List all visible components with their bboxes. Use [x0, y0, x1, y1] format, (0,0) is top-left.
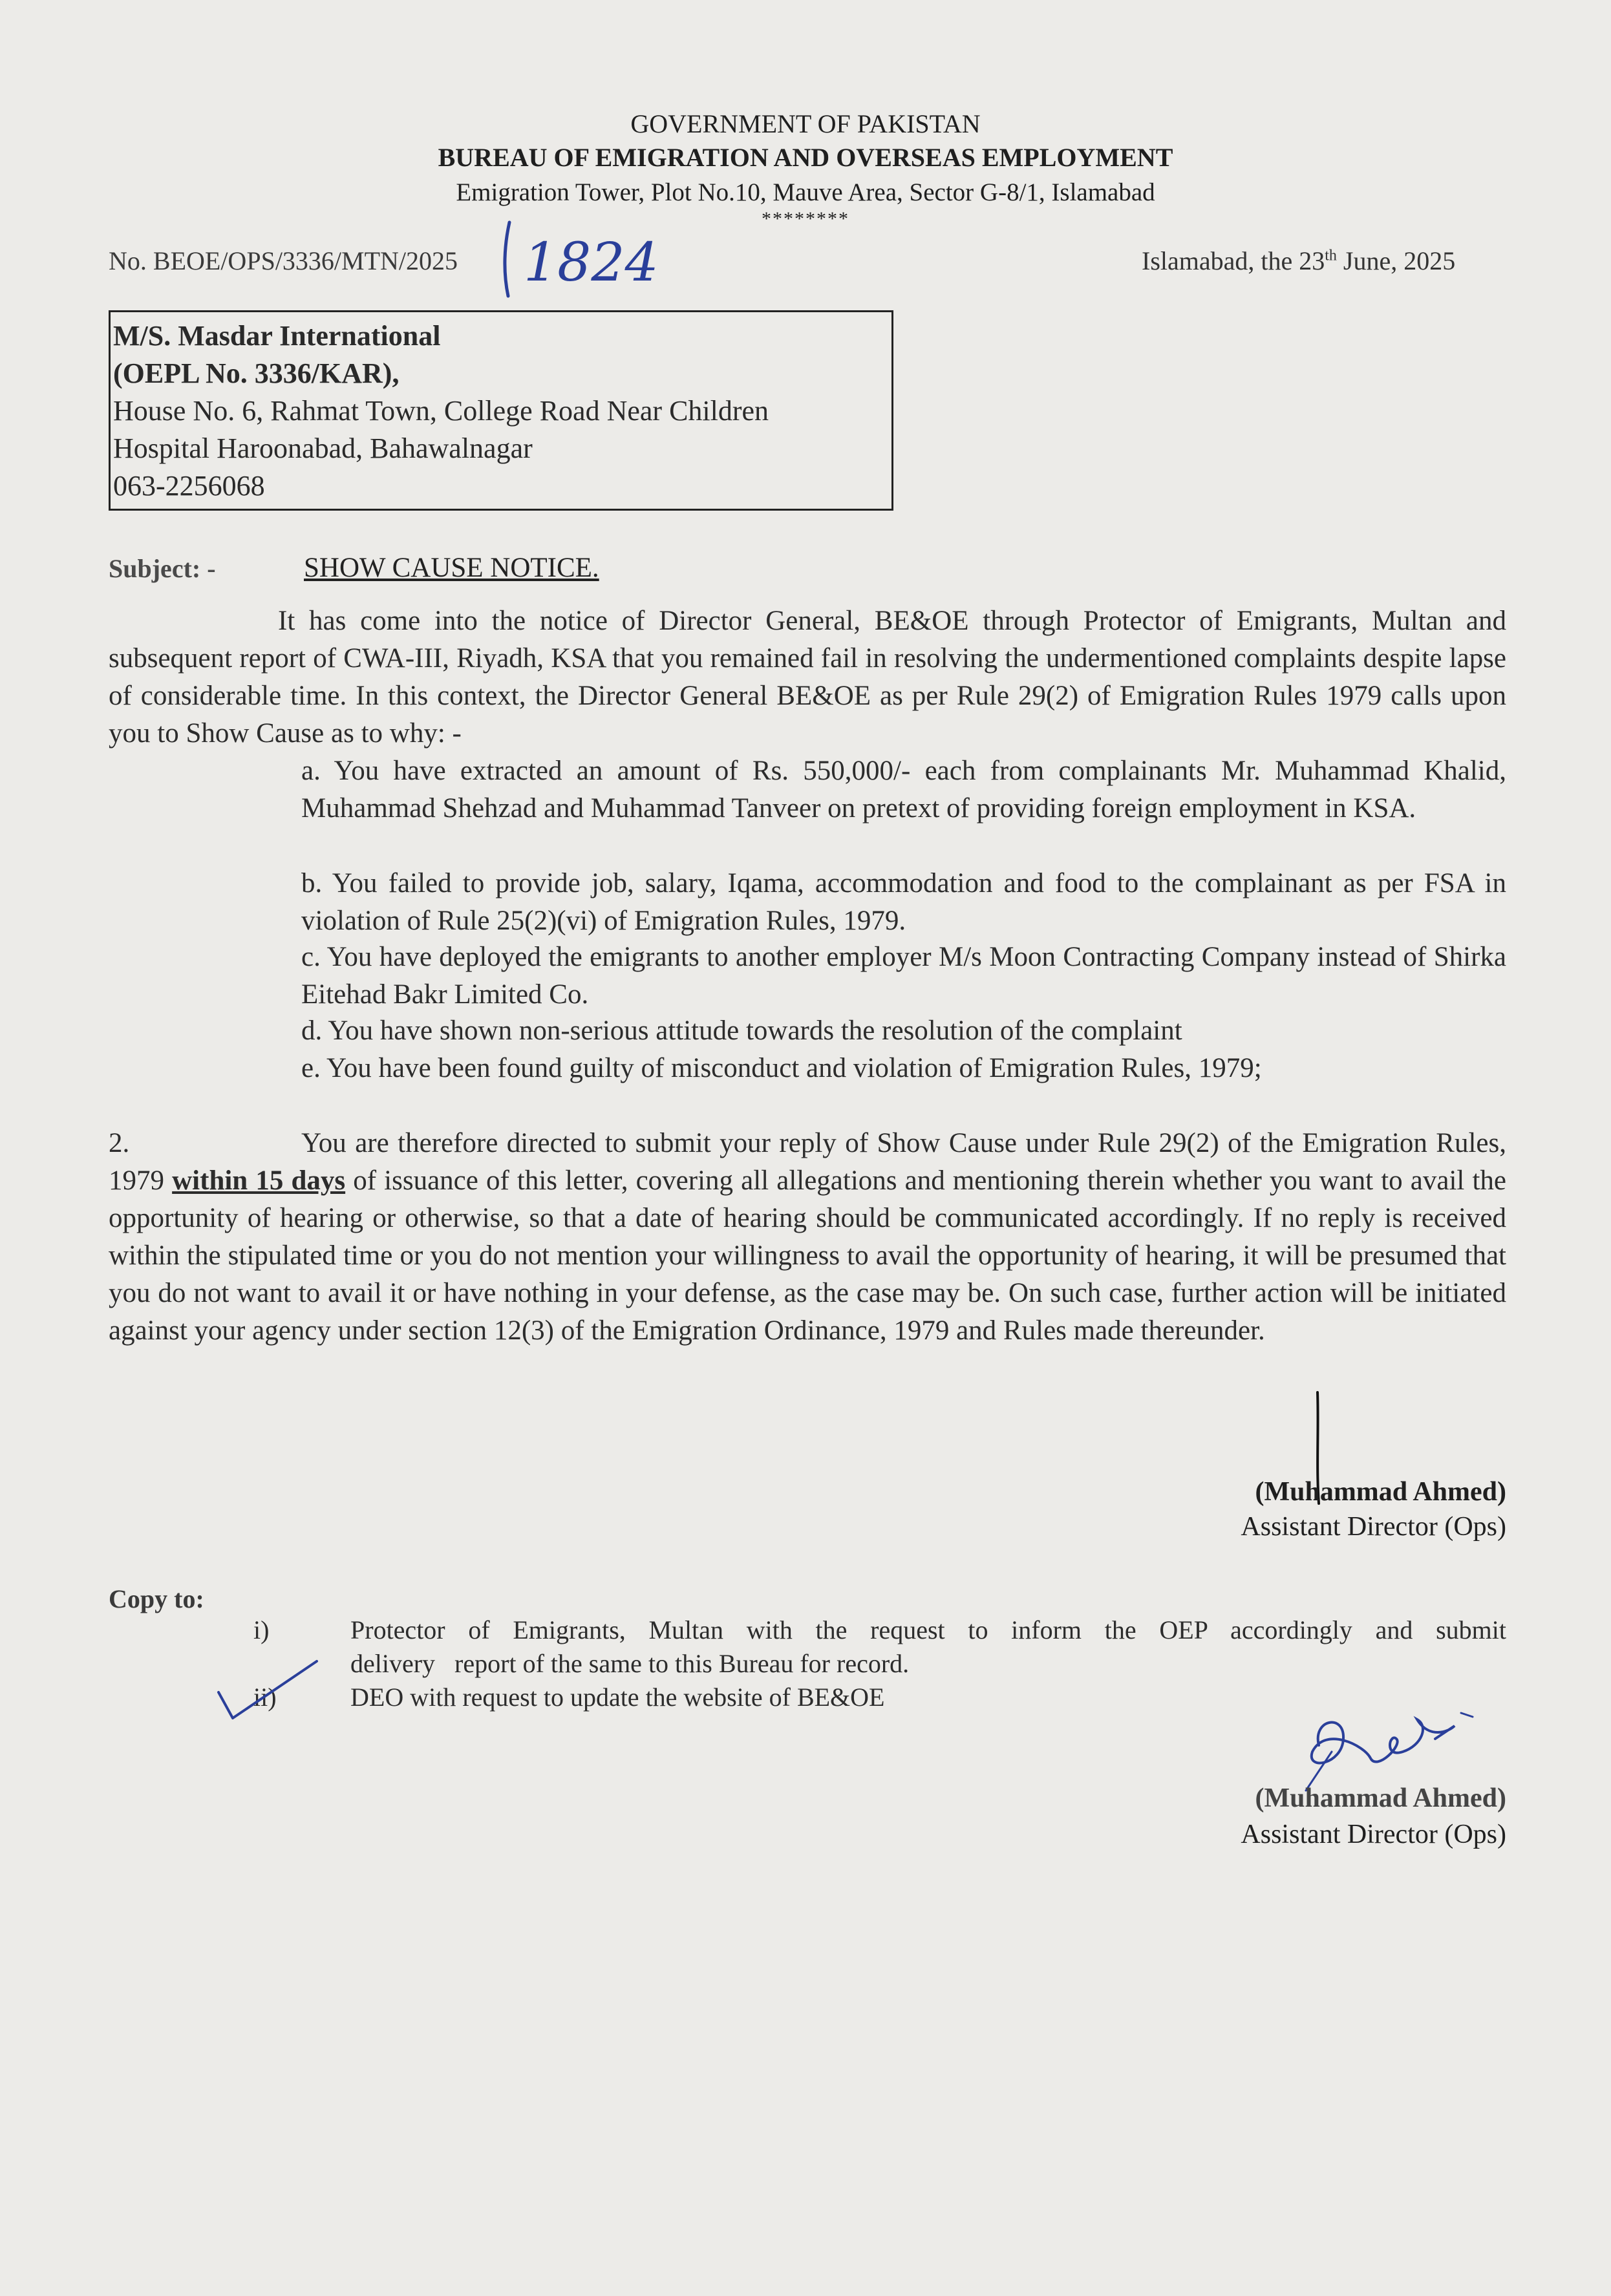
copy-item-1-number: i) — [253, 1615, 270, 1644]
header-bureau: BUREAU OF EMIGRATION AND OVERSEAS EMPLOYMENT — [438, 143, 1173, 172]
allegation-item-e: e. You have been found guilty of misconduct and violation of Emigration Rules, 1979; — [301, 1053, 1262, 1083]
copy-item-1-text: Protector of Emigrants, Multan with the request to inform the OEP accordingly and submit — [350, 1615, 1506, 1644]
allegation-item-b: b. You failed to provide job, salary, Iqama, accommodation and food to the complainant as per FSA in violation of Rule 25(2)(vi) of Emigration Rules, 1979. — [301, 868, 1506, 936]
allegation-item-a: a. You have extracted an amount of Rs. 550,000/- each from complainants Mr. Muhammad Khalid, Muhammad Shehzad and Muhammad Tanveer on pretext of providing foreign employment in KSA. — [301, 756, 1506, 824]
allegation-item-c: c. You have deployed the emigrants to another employer M/s Moon Contracting Company instead of Shirka Eitehad Bakr Limited Co. — [301, 942, 1506, 1010]
reply-deadline: within 15 days — [172, 1165, 346, 1196]
intro-paragraph: It has come into the notice of Director General, BE&OE through Protector of Emigrants, Multan and subsequent report of CWA-III, Riyadh, KSA that you remained fail in resolving the undermentioned complaints despite lapse of considerable time. In this context, the Director General BE&OE as per Rule 29(2) of Emigration Rules 1979 calls upon you to Show Cause as to why: - — [109, 606, 1506, 749]
addressee-box — [109, 310, 893, 511]
addressee-name: M/S. Masdar International — [113, 320, 441, 352]
addressee-phone: 063-2256068 — [113, 470, 265, 502]
subject-label: Subject: - — [109, 554, 216, 583]
header-government: GOVERNMENT OF PAKISTAN — [630, 109, 981, 138]
header-address: Emigration Tower, Plot No.10, Mauve Area, Sector G-8/1, Islamabad — [456, 178, 1155, 206]
handwritten-number-text: 1824 — [524, 232, 659, 293]
addressee-address-line-2: Hospital Haroonabad, Bahawalnagar — [113, 432, 533, 464]
header-stars: ******** — [762, 208, 849, 229]
addressee-license: (OEPL No. 3336/KAR), — [113, 357, 400, 389]
copy-item-2-number: ii) — [253, 1683, 277, 1712]
allegation-item-d: d. You have shown non-serious attitude towards the resolution of the complaint — [301, 1015, 1182, 1046]
signatory-designation-2: Assistant Director (Ops) — [1241, 1820, 1506, 1849]
signatory-designation-1: Assistant Director (Ops) — [1241, 1512, 1506, 1542]
paragraph-2: 2. You are therefore directed to submit your reply of Show Cause under Rule 29(2) of the Emigration Rules, 1979 within 15 days of issuance of this letter, covering all allegations and mentioning therein whether you want to avail the opportunity of hearing or otherwise, so that a date of hearing should be communicated accordingly. If no reply is received within the stipulated time or you do not mention your willingness to avail the opportunity of hearing, it will be presumed that you do not want to avail it or have nothing in your defense, as the case may be. On such case, further action will be initiated against your agency under section 12(3) of the Emigration Ordinance, 1979 and Rules made thereunder. — [109, 1125, 1506, 1350]
letter-date: Islamabad, the 23th June, 2025 — [1142, 246, 1456, 275]
copy-item-2-text: DEO with request to update the website of BE&OE — [350, 1683, 885, 1712]
paragraph-2-number: 2. — [109, 1128, 130, 1158]
copy-item-1-text-cont: delivery report of the same to this Bureau for record. — [350, 1649, 910, 1678]
signatory-name-2: (Muhammad Ahmed) — [1255, 1783, 1506, 1813]
copy-to-label: Copy to: — [109, 1584, 204, 1613]
subject-title: SHOW CAUSE NOTICE. — [304, 553, 599, 583]
signatory-name-1: (Muhammad Ahmed) — [1255, 1477, 1506, 1507]
reference-number: No. BEOE/OPS/3336/MTN/2025 — [109, 246, 458, 275]
handwritten-dispatch-number — [498, 213, 659, 304]
addressee-address-line-1: House No. 6, Rahmat Town, College Road Near Children — [113, 395, 769, 427]
checkmark-icon — [213, 1655, 323, 1726]
